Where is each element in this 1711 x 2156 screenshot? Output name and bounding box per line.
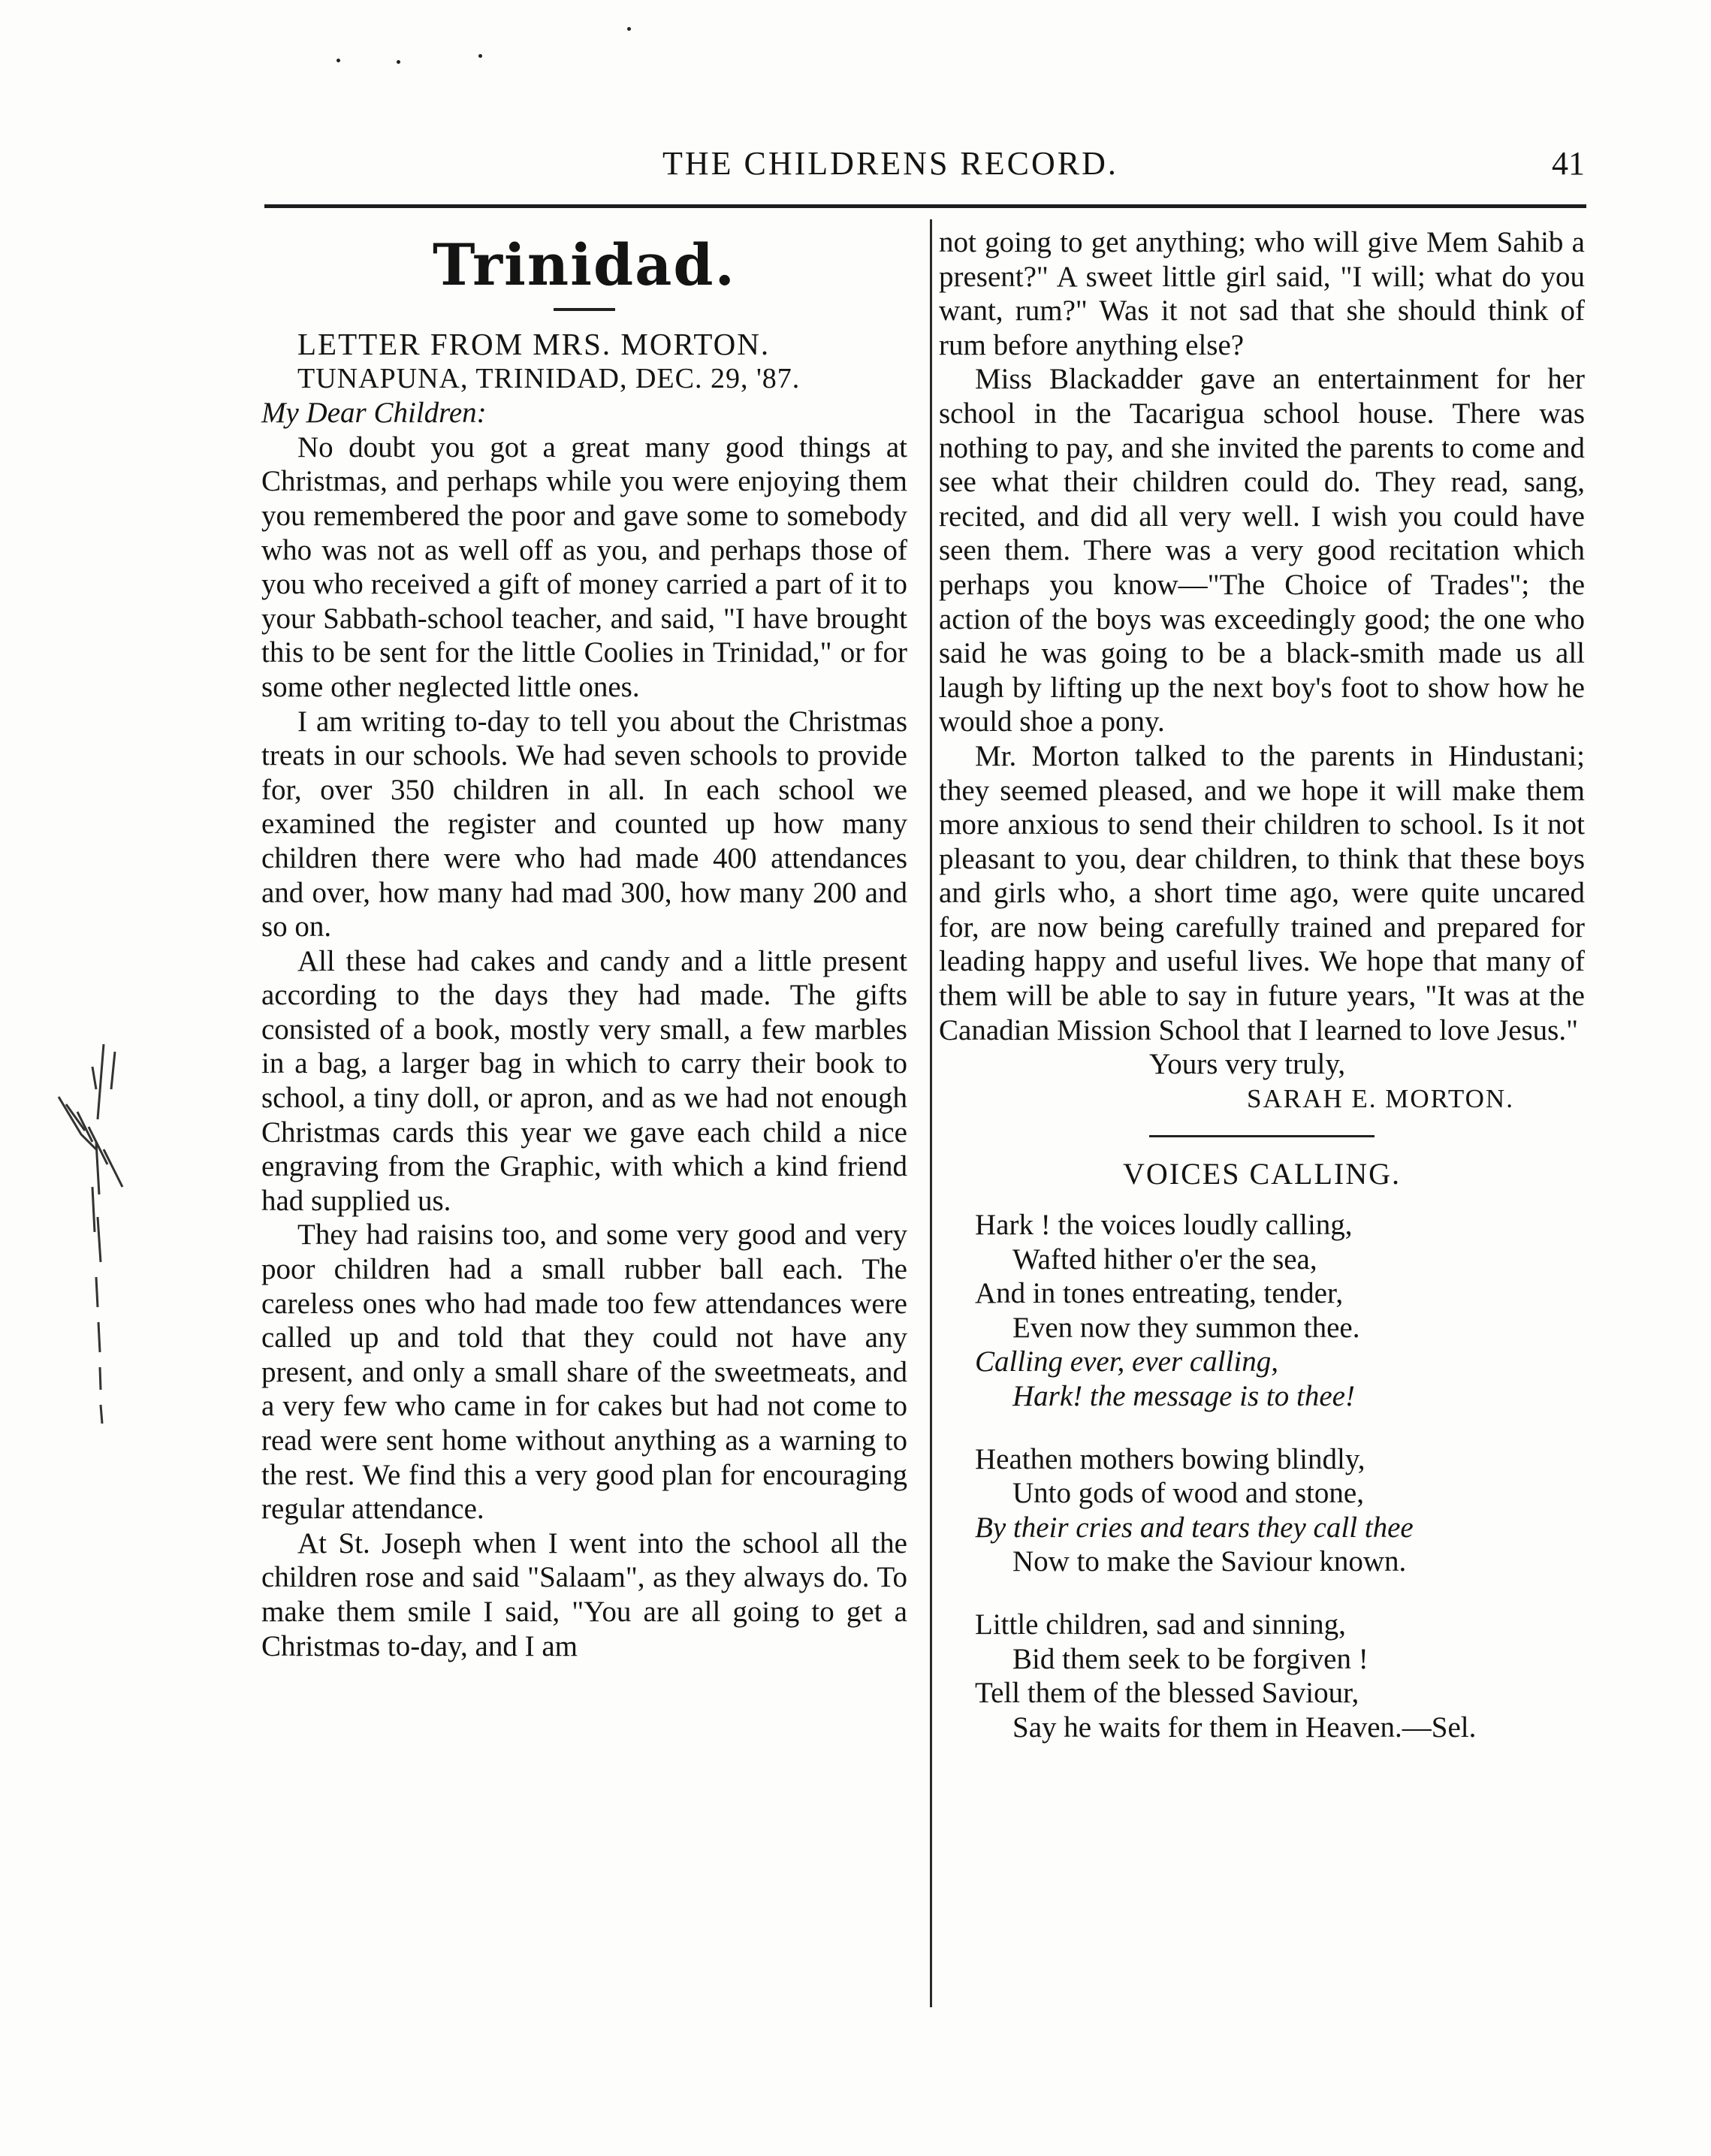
paragraph: At St. Joseph when I went into the school all the children rose and said "Salaam", as they always do. To make them smile I said, "You are all going to get a Christmas to-day, and I am <box>261 1526 907 1662</box>
poem-line: By their cries and tears they call thee <box>975 1511 1414 1544</box>
section-rule <box>1149 1135 1375 1137</box>
header-rule <box>264 204 1586 208</box>
right-column <box>939 225 1585 1773</box>
paragraph: No doubt you got a great many good things at Christmas, and perhaps while you were enjoying them you remembered the poor and gave some to somebody who was not as well off as you, and perhaps those of you who received a gift of money carried a part of it to your Sabbath-school teacher, and said, "I have brought this to be sent for the little Coolies in Trinidad," or for some other neglected little ones. <box>261 430 907 703</box>
poem-line: Hark ! the voices loudly calling, <box>975 1209 1353 1242</box>
page-number: 41 <box>1552 145 1585 182</box>
paragraph: Miss Blackadder gave an entertainment for her school in the Tacarigua school house. There was nothing to pay, and she invited the parents to come and see what their children could do. They read, sang, recited, and did all very well. I wish you could have seen them. There was a very good recitation which perhaps you know—"The Choice of Trades"; the action of the boys was exceedingly good; the one who said he was going to be a black-smith made us all laugh by lifting up the next boy's foot to show how he would shoe a pony. <box>939 363 1585 738</box>
paragraph: I am writing to-day to tell you about the Christmas treats in our schools. We had seven schools to provide for, over 350 children in all. In each school we examined the register and counted up how many children there were who had made 400 attendances and over, how many had mad 300, how many 200 and so on. <box>261 705 907 944</box>
poem-line: Now to make the Saviour known. <box>1012 1545 1407 1578</box>
page-header <box>264 137 1585 182</box>
poem-line: Tell them of the blessed Saviour, <box>975 1677 1359 1710</box>
closing: Yours very truly, <box>1149 1048 1346 1081</box>
paragraph: Mr. Morton talked to the parents in Hindustani; they seemed pleased, and we hope it will make them more anxious to send their children to school. Is it not pleasant to you, dear children, to think that these boys and girls who, a short time ago, were quite uncared for, are now being carefully trained and prepared for leading happy and useful lives. We hope that many of them will be able to say in future years, "It was at the Canadian Mission School that I learned to love Jesus." <box>939 739 1585 1046</box>
column-divider <box>930 219 932 2007</box>
poem-stanza <box>939 1442 1585 1579</box>
paragraph: not going to get anything; who will give Mem Sahib a present?" A sweet little girl said, "I will; what do you want, rum?" Was it not sad that she should think of rum before anything else? <box>939 226 1585 361</box>
poem-line: Say he waits for them in Heaven.—Sel. <box>1012 1711 1477 1744</box>
ink-speck <box>627 27 631 31</box>
paragraph: All these had cakes and candy and a little present according to the days they had made. The gifts consisted of a book, mostly very small, a few marbles in a bag, a larger bag in which to carry their book to school, a tiny doll, or apron, and as we had not enough Christmas cards this year we gave each child a nice engraving from the Graphic, with which a kind friend had supplied us. <box>261 944 907 1217</box>
poem-line: Hark! the message is to thee! <box>1012 1380 1355 1412</box>
ink-speck <box>397 60 400 64</box>
poem-line: Wafted hither o'er the sea, <box>1012 1243 1317 1276</box>
poem-stanza <box>939 1608 1585 1744</box>
poem-line: Little children, sad and sinning, <box>975 1608 1346 1641</box>
letter-heading: LETTER FROM MRS. MORTON. <box>297 327 771 361</box>
poem-line: And in tones entreating, tender, <box>975 1277 1344 1310</box>
margin-pencil-marks <box>51 1037 134 1427</box>
signature: SARAH E. MORTON. <box>1247 1083 1514 1113</box>
ink-speck <box>478 54 482 58</box>
poem-line: Heathen mothers bowing blindly, <box>975 1442 1365 1475</box>
salutation: My Dear Children: <box>261 397 487 430</box>
running-title: THE CHILDRENS RECORD. <box>662 145 1118 182</box>
dateline: TUNAPUNA, TRINIDAD, DEC. 29, '87. <box>297 362 801 394</box>
poem-title: VOICES CALLING. <box>1123 1157 1401 1191</box>
paragraph: They had raisins too, and some very good and very poor children had a small rubber ball each. The careless ones who had made too few attendances were called up and told that they could not have any present, and only a small share of the sweetmeats, and a very few who came in for cakes but had not come to read were sent home without anything as a warning to the rest. We find this a very good plan for encouraging regular attendance. <box>261 1218 907 1526</box>
section-title: Trinidad. <box>432 231 737 298</box>
poem-line: Unto gods of wood and stone, <box>1012 1477 1364 1510</box>
poem-line: Bid them seek to be forgiven ! <box>1012 1642 1368 1675</box>
poem-line: Calling ever, ever calling, <box>975 1345 1278 1378</box>
ink-speck <box>336 59 340 62</box>
left-column <box>261 225 907 1663</box>
title-rule <box>554 308 615 311</box>
poem-line: Even now they summon thee. <box>1012 1311 1360 1344</box>
poem-stanza <box>939 1208 1585 1414</box>
